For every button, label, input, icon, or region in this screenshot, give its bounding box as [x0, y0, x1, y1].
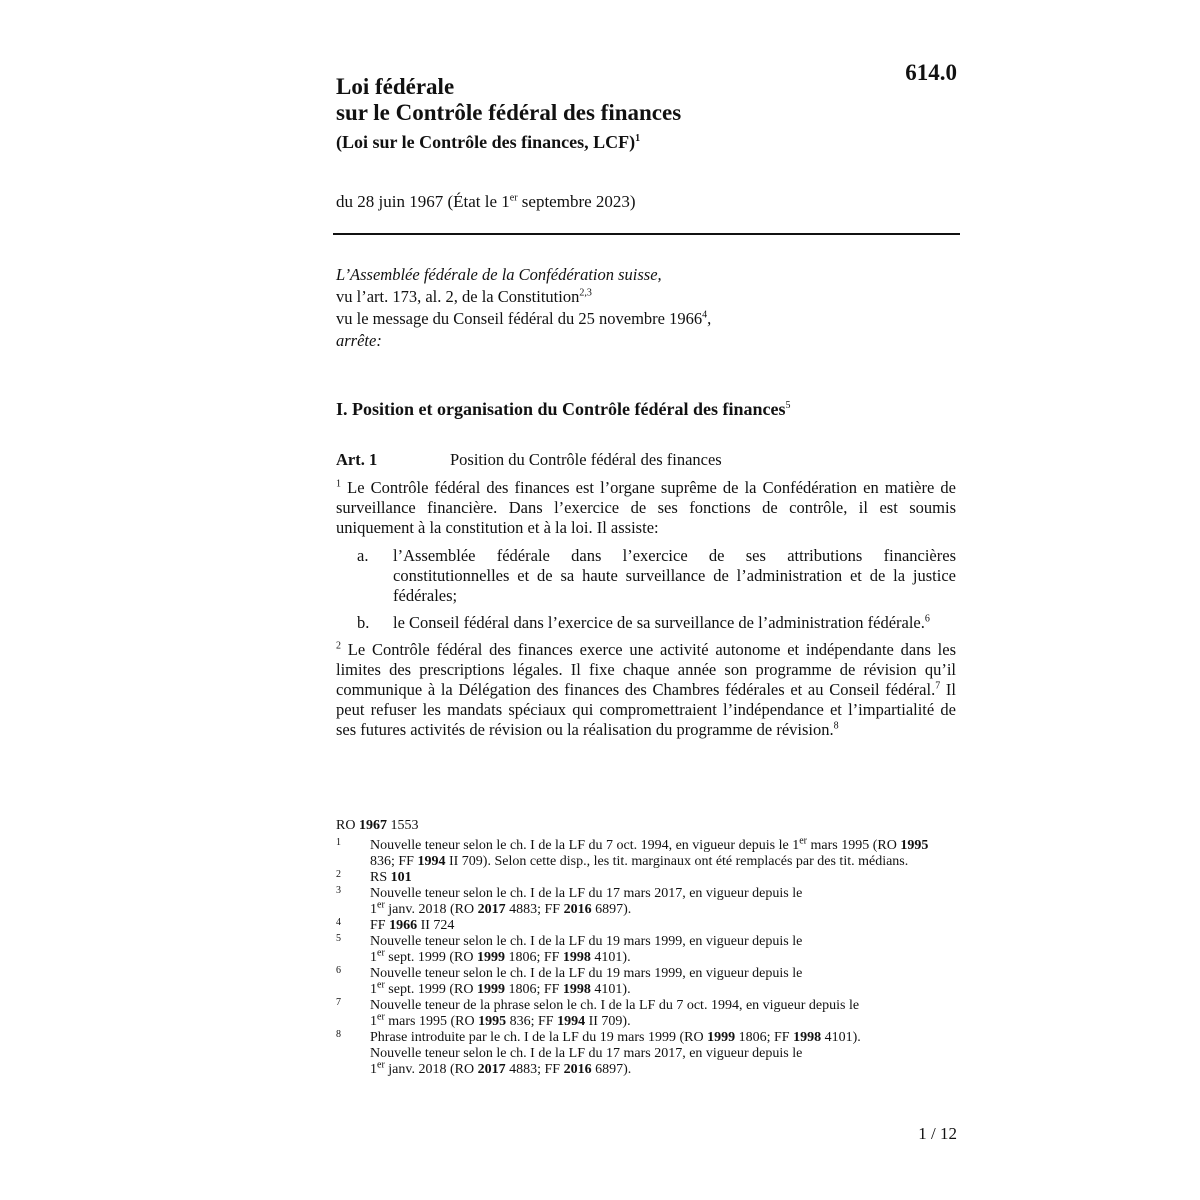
list-text-content: l’Assemblée fédérale dans l’exercice de ses attributions financières constitutionnelles et de sa haute surveillance de l’administration et de la justice fédérales; [393, 546, 956, 605]
list-text [393, 546, 956, 606]
official-collection-ref [336, 818, 956, 834]
paragraph-text: Il peut refuser les mandats spéciaux qui compromettraient l’indépendance et l’impartialité de ses futures activités de révision ou la réalisation du programme de révision. [336, 680, 956, 739]
footnote-item [336, 1030, 956, 1078]
footnote-ref[interactable]: 5 [785, 400, 791, 411]
preamble-basis-text: vu l’art. 173, al. 2, de la Constitution [336, 287, 580, 306]
title-line-2: sur le Contrôle fédéral des finances [336, 100, 682, 125]
preamble-authority: L’Assemblée fédérale de la Confédération suisse, [336, 265, 662, 284]
title-line-1: Loi fédérale [336, 74, 455, 99]
chapter-title: I. Position et organisation du Contrôle fédéral des finances [336, 399, 786, 419]
footnote-text: RS 101 [370, 870, 412, 885]
article-title: Position du Contrôle fédéral des finances [450, 450, 722, 469]
title-divider [333, 233, 960, 235]
paragraph-2 [336, 640, 956, 740]
document-title [336, 74, 856, 154]
preamble-message-end: , [707, 309, 712, 328]
footnote-text: FF 1966 II 724 [370, 918, 455, 933]
ro-page: 1553 [386, 818, 419, 833]
footnote-text: Phrase introduite par le ch. I de la LF du 19 mars 1999 (RO 1999 1806; FF 1998 4101). Nouvelle teneur selon le ch. I de la LF du 17 mars 2017, en vigueur depuis le 1er janv. 2018 (RO 2017 4883; FF 2016 6897). [370, 1030, 861, 1077]
paragraph-text: Le Contrôle fédéral des finances est l’organe suprême de la Confédération en matière de surveillance financière. Dans l’exercice de ses fonctions de contrôle, il est soumis uniquement à la constitution et à la loi. Il assiste: [336, 478, 956, 537]
page-number: 1 / 12 [918, 1124, 957, 1143]
footnote-number: 5 [336, 933, 341, 944]
footnote-number: 8 [336, 1029, 341, 1040]
list-item [336, 546, 956, 606]
footnote-ref[interactable]: 6 [924, 613, 930, 625]
footnote-item [336, 918, 956, 934]
ro-prefix: RO [336, 818, 359, 833]
paragraph-number: 2 [336, 640, 341, 652]
preamble-message [336, 308, 956, 330]
footnote-text: Nouvelle teneur selon le ch. I de la LF du 17 mars 2017, en vigueur depuis le 1er janv. 2018 (RO 2017 4883; FF 2016 6897). [370, 886, 803, 917]
article-number: Art. 1 [336, 450, 378, 469]
footnote-item [336, 998, 956, 1030]
footnote-item [336, 934, 956, 966]
list-letter: a. [357, 546, 369, 565]
footnote-number: 6 [336, 965, 341, 976]
paragraph-text: Le Contrôle fédéral des finances exerce une activité autonome et indépendante dans les limites des prescriptions légales. Il fixe chaque année son programme de révision qu’il communique à la Délégation des finances des Chambres fédérales et au Conseil fédéral. [336, 640, 956, 699]
footnote-ref[interactable]: 1 [635, 133, 641, 144]
footnote-text: Nouvelle teneur selon le ch. I de la LF du 19 mars 1999, en vigueur depuis le 1er sept. 1999 (RO 1999 1806; FF 1998 4101). [370, 934, 803, 965]
footnote-number: 1 [336, 837, 341, 848]
footnote-text: Nouvelle teneur selon le ch. I de la LF du 19 mars 1999, en vigueur depuis le 1er sept. 1999 (RO 1999 1806; FF 1998 4101). [370, 966, 803, 997]
list-text [393, 613, 956, 633]
title-short-name: (Loi sur le Contrôle des finances, LCF) [336, 132, 636, 152]
footnote-item [336, 886, 956, 918]
footnote-ref[interactable]: 8 [833, 720, 839, 732]
footnote-item [336, 966, 956, 998]
footnote-text: Nouvelle teneur de la phrase selon le ch. I de la LF du 7 oct. 1994, en vigueur depuis le 1er mars 1995 (RO 1995 836; FF 1994 II 709). [370, 998, 860, 1029]
article-heading [336, 450, 956, 470]
footnote-ref[interactable]: 7 [935, 680, 941, 692]
paragraph-number: 1 [336, 478, 341, 490]
article-list [336, 546, 956, 633]
paragraph-1 [336, 478, 956, 538]
list-text-content: le Conseil fédéral dans l’exercice de sa surveillance de l’administration fédérale. [393, 613, 925, 632]
footnote-item [336, 870, 956, 886]
preamble-message-text: vu le message du Conseil fédéral du 25 novembre 1966 [336, 309, 703, 328]
dateline [336, 192, 956, 212]
list-item [336, 613, 956, 633]
footnote-number: 3 [336, 885, 341, 896]
title-line-3 [336, 130, 856, 154]
footnote-ref[interactable]: 4 [702, 309, 708, 321]
preamble-basis [336, 286, 956, 308]
footnote-text: Nouvelle teneur selon le ch. I de la LF du 7 oct. 1994, en vigueur depuis le 1er mars 1995 (RO 1995 836; FF 1994 II 709). Selon cette disp., les tit. marginaux ont été remplacés par des tit. médians. [370, 835, 929, 869]
footnote-list [336, 835, 956, 1078]
dateline-text-end: septembre 2023) [517, 192, 636, 211]
footnote-number: 7 [336, 997, 341, 1008]
ro-year: 1967 [358, 818, 387, 833]
article-body [336, 478, 956, 740]
sr-number: 614.0 [905, 60, 957, 85]
footnote-number: 4 [336, 917, 341, 928]
footnote-ref[interactable]: 2,3 [579, 287, 592, 299]
footnote-item [336, 835, 956, 870]
list-letter: b. [357, 613, 370, 632]
footnote-number: 2 [336, 869, 341, 880]
preamble [336, 264, 956, 352]
preamble-decree: arrête: [336, 331, 382, 350]
dateline-sup: er [509, 192, 518, 204]
dateline-text: du 28 juin 1967 (État le 1 [336, 192, 510, 211]
chapter-heading [336, 399, 956, 420]
footnotes [336, 818, 956, 1078]
